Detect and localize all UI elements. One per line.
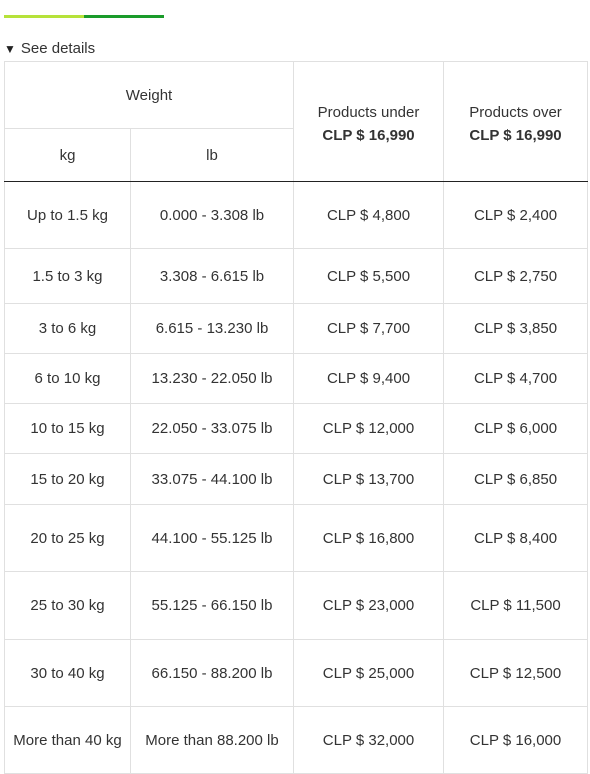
price-over-cell: CLP $ 4,700 xyxy=(444,354,588,404)
table-row xyxy=(5,404,588,454)
price-under-cell: CLP $ 32,000 xyxy=(294,707,444,774)
price-under-cell: CLP $ 25,000 xyxy=(294,640,444,707)
table-row xyxy=(5,640,588,707)
price-over-cell: CLP $ 2,400 xyxy=(444,182,588,249)
weight-kg-cell: Up to 1.5 kg xyxy=(5,182,131,249)
price-over-cell: CLP $ 16,000 xyxy=(444,707,588,774)
weight-header: Weight xyxy=(5,62,294,129)
weight-lb-cell: 6.615 - 13.230 lb xyxy=(131,304,294,354)
products-under-header xyxy=(294,62,444,182)
table-row xyxy=(5,454,588,505)
weight-kg-cell: More than 40 kg xyxy=(5,707,131,774)
price-under-cell: CLP $ 4,800 xyxy=(294,182,444,249)
products-over-header xyxy=(444,62,588,182)
lb-header: lb xyxy=(131,129,294,182)
table-row xyxy=(5,249,588,304)
table-row xyxy=(5,572,588,640)
price-over-cell: CLP $ 11,500 xyxy=(444,572,588,640)
price-under-cell: CLP $ 16,800 xyxy=(294,505,444,572)
weight-lb-cell: 0.000 - 3.308 lb xyxy=(131,182,294,249)
weight-kg-cell: 10 to 15 kg xyxy=(5,404,131,454)
weight-kg-cell: 3 to 6 kg xyxy=(5,304,131,354)
weight-lb-cell: 66.150 - 88.200 lb xyxy=(131,640,294,707)
see-details-toggle[interactable] xyxy=(4,40,95,57)
see-details-label: See details xyxy=(20,40,96,57)
weight-lb-cell: 13.230 - 22.050 lb xyxy=(131,354,294,404)
table-row xyxy=(5,505,588,572)
price-under-cell: CLP $ 23,000 xyxy=(294,572,444,640)
weight-kg-cell: 6 to 10 kg xyxy=(5,354,131,404)
products-over-amount: CLP $ 16,990 xyxy=(469,126,562,144)
price-over-cell: CLP $ 6,850 xyxy=(444,454,588,505)
weight-lb-cell: 33.075 - 44.100 lb xyxy=(131,454,294,505)
price-over-cell: CLP $ 3,850 xyxy=(444,304,588,354)
price-over-cell: CLP $ 12,500 xyxy=(444,640,588,707)
price-under-cell: CLP $ 7,700 xyxy=(294,304,444,354)
table-row xyxy=(5,354,588,404)
weight-kg-cell: 15 to 20 kg xyxy=(5,454,131,505)
weight-kg-cell: 20 to 25 kg xyxy=(5,505,131,572)
triangle-down-icon: ▼ xyxy=(4,41,16,56)
table-row xyxy=(5,304,588,354)
table-row xyxy=(5,707,588,774)
price-over-cell: CLP $ 2,750 xyxy=(444,249,588,304)
progress-segment-active xyxy=(84,15,164,18)
table-row xyxy=(5,182,588,249)
products-over-label: Products over xyxy=(469,103,562,121)
price-under-cell: CLP $ 12,000 xyxy=(294,404,444,454)
products-under-amount: CLP $ 16,990 xyxy=(322,126,415,144)
products-under-label: Products under xyxy=(317,103,420,121)
price-under-cell: CLP $ 9,400 xyxy=(294,354,444,404)
weight-kg-cell: 30 to 40 kg xyxy=(5,640,131,707)
price-over-cell: CLP $ 6,000 xyxy=(444,404,588,454)
weight-lb-cell: 22.050 - 33.075 lb xyxy=(131,404,294,454)
progress-segment-complete xyxy=(4,15,84,18)
price-over-cell: CLP $ 8,400 xyxy=(444,505,588,572)
progress-bar xyxy=(4,15,164,18)
weight-lb-cell: 3.308 - 6.615 lb xyxy=(131,249,294,304)
shipping-rates-table xyxy=(4,61,588,774)
price-under-cell: CLP $ 5,500 xyxy=(294,249,444,304)
weight-kg-cell: 1.5 to 3 kg xyxy=(5,249,131,304)
weight-lb-cell: 44.100 - 55.125 lb xyxy=(131,505,294,572)
weight-lb-cell: More than 88.200 lb xyxy=(131,707,294,774)
weight-lb-cell: 55.125 - 66.150 lb xyxy=(131,572,294,640)
price-under-cell: CLP $ 13,700 xyxy=(294,454,444,505)
kg-header: kg xyxy=(5,129,131,182)
weight-kg-cell: 25 to 30 kg xyxy=(5,572,131,640)
